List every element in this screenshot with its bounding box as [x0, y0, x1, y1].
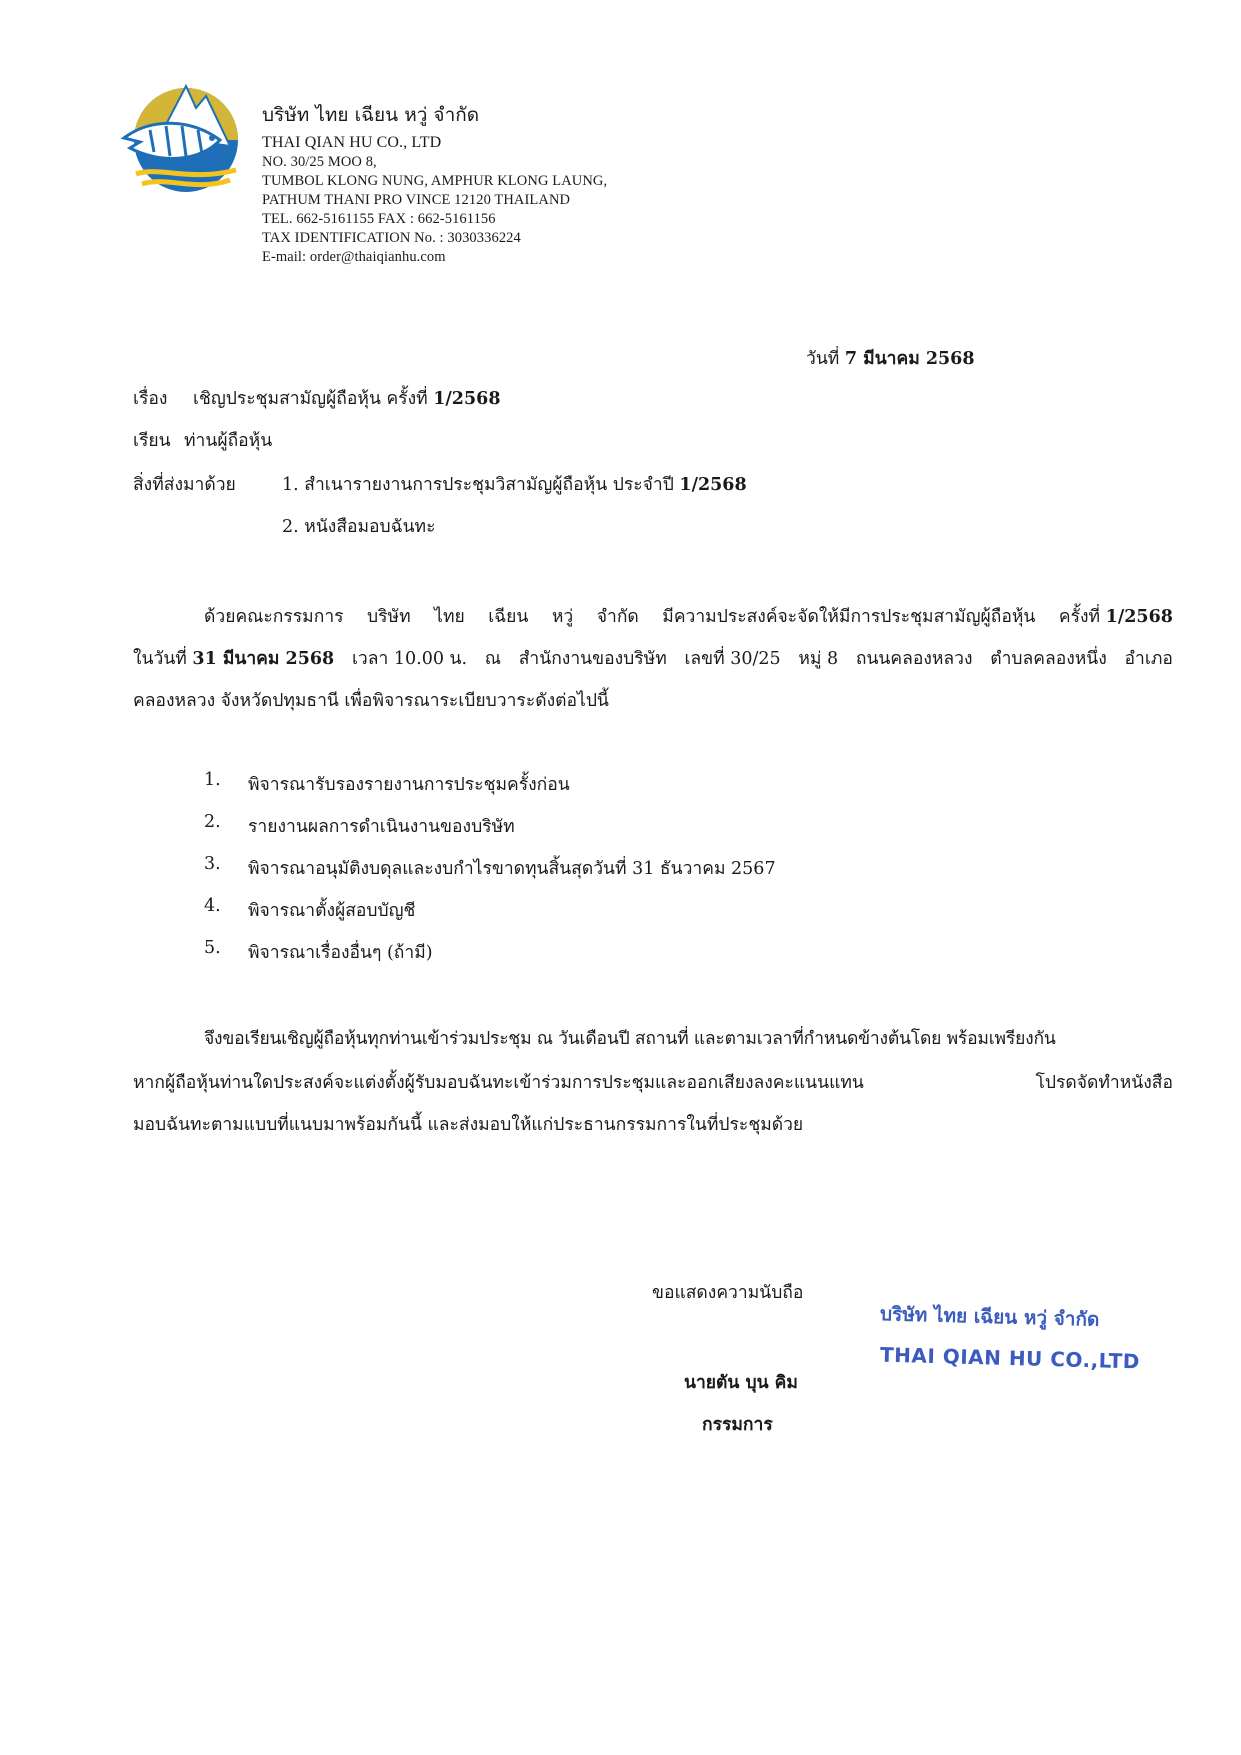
agenda-number: 4. — [204, 896, 221, 916]
tel-fax: TEL. 662-5161155 FAX : 662-5161156 — [262, 211, 496, 227]
paragraph2-line3: มอบฉันทะตามแบบที่แนบมาพร้อมกันนี้ และส่งมอบให้แก่ประธานกรรมการในที่ประชุมด้วย — [133, 1115, 804, 1135]
recipient-text: ท่านผู้ถือหุ้น — [184, 431, 273, 451]
closing-text: ขอแสดงความนับถือ — [652, 1283, 804, 1303]
address-line-1: NO. 30/25 MOO 8, — [262, 154, 377, 170]
enclosures-label: สิ่งที่ส่งมาด้วย — [133, 475, 236, 495]
company-stamp-thai: บริษัท ไทย เฉียน หวู่ จำกัด — [879, 1303, 1100, 1331]
signer-title: กรรมการ — [702, 1415, 773, 1435]
agenda-number: 2. — [204, 812, 221, 832]
recipient-label: เรียน — [133, 431, 171, 451]
subject-text: เชิญประชุมสามัญผู้ถือหุ้น ครั้งที่ 1/2568 — [193, 389, 501, 409]
tax-id: TAX IDENTIFICATION No. : 3030336224 — [262, 230, 521, 246]
company-logo — [120, 78, 248, 198]
agenda-number: 3. — [204, 854, 221, 874]
company-name-english: THAI QIAN HU CO., LTD — [262, 134, 442, 151]
enclosure-item: 1. สำเนารายงานการประชุมวิสามัญผู้ถือหุ้น ประจำปี 1/2568 — [282, 475, 747, 495]
address-line-3: PATHUM THANI PRO VINCE 12120 THAILAND — [262, 192, 571, 208]
paragraph1-line3: คลองหลวง จังหวัดปทุมธานี เพื่อพิจารณาระเบียบวาระดังต่อไปนี้ — [133, 691, 609, 711]
agenda-number: 5. — [204, 938, 221, 958]
paragraph1-line2: ในวันที่ 31 มีนาคม 2568 เวลา 10.00 น. ณ สำนักงานของบริษัท เลขที่ 30/25 หมู่ 8 ถนนคลองหลวง ตำบลคลองหนึ่ง อำเภอ — [133, 649, 1173, 669]
company-stamp-english: THAI QIAN HU CO.,LTD — [879, 1342, 1141, 1374]
agenda-item: รายงานผลการดำเนินงานของบริษัท — [248, 817, 515, 837]
paragraph1-line1: ด้วยคณะกรรมการ บริษัท ไทย เฉียน หวู่ จำกัด มีความประสงค์จะจัดให้มีการประชุมสามัญผู้ถือหุ้น ครั้งที่ 1/2568 — [204, 607, 1173, 627]
enclosure-item: 2. หนังสือมอบฉันทะ — [282, 517, 436, 537]
email: E-mail: order@thaiqianhu.com — [262, 249, 446, 265]
signer-name: นายตัน บุน คิม — [684, 1373, 798, 1393]
subject-label: เรื่อง — [133, 389, 168, 409]
agenda-number: 1. — [204, 770, 221, 790]
agenda-item: พิจารณารับรองรายงานการประชุมครั้งก่อน — [248, 775, 570, 795]
agenda-item: พิจารณาเรื่องอื่นๆ (ถ้ามี) — [248, 943, 433, 963]
paragraph2-line1: จึงขอเรียนเชิญผู้ถือหุ้นทุกท่านเข้าร่วมประชุม ณ วันเดือนปี สถานที่ และตามเวลาที่กำหนดข้างต้นโดย พร้อมเพรียงกัน — [204, 1029, 1056, 1049]
letter-date: วันที่ 7 มีนาคม 2568 — [806, 349, 975, 369]
address-line-2: TUMBOL KLONG NUNG, AMPHUR KLONG LAUNG, — [262, 173, 608, 189]
agenda-item: พิจารณาตั้งผู้สอบบัญชี — [248, 901, 416, 921]
agenda-item: พิจารณาอนุมัติงบดุลและงบกำไรขาดทุนสิ้นสุดวันที่ 31 ธันวาคม 2567 — [248, 859, 776, 879]
company-name-thai: บริษัท ไทย เฉียน หวู่ จำกัด — [262, 104, 480, 126]
paragraph2-line2: หากผู้ถือหุ้นท่านใดประสงค์จะแต่งตั้งผู้รับมอบฉันทะเข้าร่วมการประชุมและออกเสียงลงคะแนนแทน โปรดจัดทำหนังสือ — [133, 1073, 1173, 1093]
